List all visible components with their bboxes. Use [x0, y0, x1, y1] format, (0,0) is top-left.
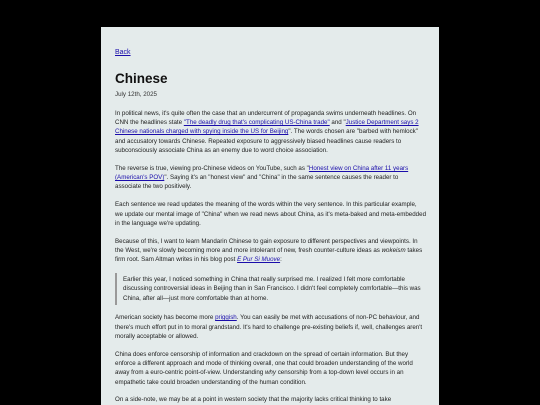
paragraph-text: The reverse is true, viewing pro-Chinese videos on YouTube, such as "	[115, 164, 309, 172]
paragraph-text: China does enforce censorship of information and crackdown on the spread of certain information. But they enforce a different approach and mode of thinking overall, one that could broaden understanding of the world away from a euro-centric point-of-view. Understanding	[115, 350, 413, 377]
paragraph-text: . You can easily be met with accusations of non-PC behaviour, and there's much effort put in to moral grandstand. It's hard to challenge pre-existing beliefs if, well, challenges aren't morally acceptable or allowed.	[115, 314, 423, 340]
paragraph-3: Each sentence we read updates the meaning of the words within the very sentence. In this particular example, we update our mental image of "China" when we read news about China, as it's meta-baked and meta-embedded in the language we're updating.	[115, 201, 427, 227]
page-title: Chinese	[115, 71, 168, 86]
emphasis-text: wokeism	[381, 246, 406, 254]
paragraph-text: ". The words chosen are "barbed with hemlock" and accusatory towards Chinese. Repeated exposure to aggressively biased headlines cause readers to subconsciously associate China as an enemy due to word choice association.	[115, 128, 418, 155]
justice-department-article-link[interactable]: Justice Department says 2 Chinese nationals charged with spying inside the US for Beijing	[115, 119, 419, 136]
paragraph-text: censorship from a top-down level occurs in an empathetic take could broaden understanding of the human condition.	[115, 369, 404, 386]
article-page	[101, 27, 439, 405]
paragraph-6	[115, 350, 426, 387]
paragraph-text: In political news, it's quite often the case that an undercurrent of propaganda swims underneath headlines. On CNN the headlines state	[115, 109, 417, 127]
priggish-link[interactable]: priggish	[215, 314, 237, 322]
paragraph-1	[115, 109, 426, 155]
paragraph-text: American society has become more	[115, 314, 216, 322]
paragraph-text: ". Saying it's an "honest view" and "China" in the same sentence causes the reader to associate the two positively.	[115, 174, 399, 191]
paragraph-text: :	[280, 256, 282, 264]
back-link[interactable]: Back	[115, 49, 131, 56]
paragraph-text: takes firm root. Sam Altman writes in his blog post	[115, 246, 423, 264]
post-date: July 12th, 2025	[115, 90, 157, 98]
blockquote: Earlier this year, I noticed something in China that really surprised me. I realized I felt more comfortable discussing controversial ideas in Beijing than in San Francisco. I didn't feel completely comfortable—this was China, after all—just more comfortable than at home.	[115, 273, 426, 305]
paragraph-text: and "	[329, 119, 346, 127]
emphasis-text: why	[264, 369, 276, 377]
paragraph-7: On a side-note, we may be at a point in western society that the majority lacks critical thinking to take	[115, 396, 392, 404]
paragraph-5	[115, 313, 426, 341]
paragraph-4	[115, 237, 426, 265]
paragraph-text: Because of this, I want to learn Mandarin Chinese to gain exposure to different perspectives and viewpoints. In the West, we're slowly becoming more and more intolerant of new, fresh counter-culture ideas as	[115, 237, 418, 254]
youtube-video-link[interactable]: Honest view on China after 11 years (American's POV)	[115, 164, 409, 182]
blog-post-link[interactable]: E Pur Si Muove	[237, 256, 281, 264]
paragraph-2	[115, 164, 426, 192]
cnn-drug-article-link[interactable]: "The deadly drug that's complicating US-China trade"	[183, 119, 330, 127]
